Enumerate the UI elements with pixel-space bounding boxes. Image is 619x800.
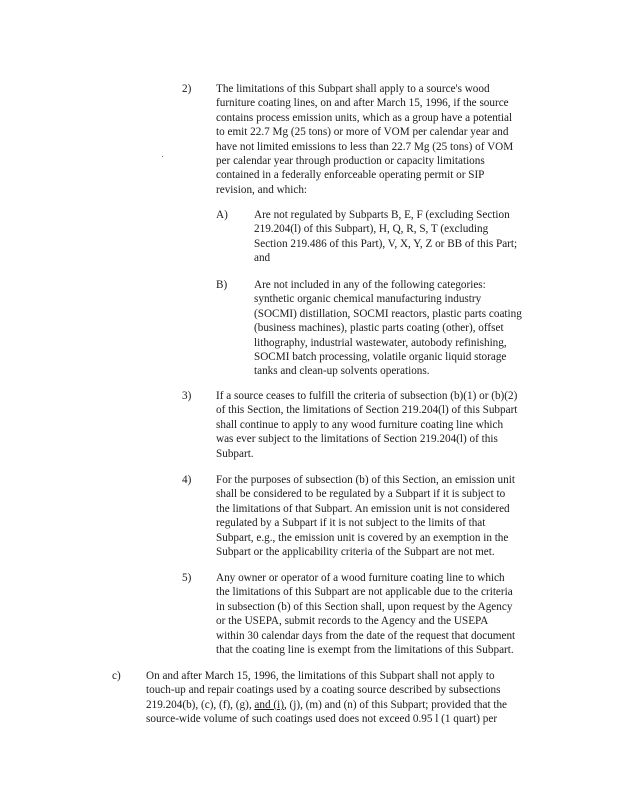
text-line: the limitations of that Subpart. An emission unit is not considered bbox=[216, 502, 510, 515]
text-line: to emit 22.7 Mg (25 tons) or more of VOM per calendar year and bbox=[216, 126, 509, 139]
paragraph-text bbox=[216, 571, 536, 657]
text-line: was ever subject to the limitations of Section 219.204(l) of this bbox=[216, 433, 498, 446]
text-line: Subpart or the applicability criteria of the Subpart are not met. bbox=[216, 546, 495, 559]
text-line: of this Section, the limitations of Section 219.204(l) of this Subpart bbox=[216, 404, 518, 417]
text-line: Are not included in any of the following categories: bbox=[254, 279, 486, 291]
text-line: SOCMI batch processing, volatile organic liquid storage bbox=[254, 351, 507, 364]
item-letter: c) bbox=[112, 670, 121, 682]
text-line: Section 219.486 of this Part), V, X, Y, Z or BB of this Part; bbox=[254, 237, 518, 250]
scan-speck bbox=[162, 156, 163, 157]
text-line: (business machines), plastic parts coating (other), offset bbox=[254, 322, 504, 335]
text-segment: 219.204(b), (c), (f), (g), bbox=[146, 698, 255, 711]
text-line: For the purposes of subsection (b) of this Section, an emission unit bbox=[216, 474, 515, 486]
item-number: 3) bbox=[182, 390, 192, 402]
paragraph-text bbox=[254, 208, 539, 266]
paragraph-text bbox=[146, 669, 546, 727]
item-number: 4) bbox=[182, 474, 192, 486]
text-line: the limitations of this Subpart are not applicable due to the criteria bbox=[216, 586, 513, 599]
text-line: touch-up and repair coatings used by a coating source described by subsections bbox=[146, 684, 501, 697]
text-line: 219.204(l) of this Subpart), H, Q, R, S, T (excluding bbox=[254, 223, 489, 236]
text-line: synthetic organic chemical manufacturing industry bbox=[254, 293, 482, 306]
paragraph-text bbox=[216, 82, 536, 197]
text-line: and bbox=[254, 252, 271, 265]
text-line: Any owner or operator of a wood furniture coating line to which bbox=[216, 572, 505, 584]
item-number: 5) bbox=[182, 572, 192, 584]
text-segment: , (j), (m) and (n) of this Subpart; provided that the bbox=[283, 698, 508, 711]
item-number: 2) bbox=[182, 83, 192, 95]
paragraph-text bbox=[254, 278, 539, 379]
text-line: or the USEPA, submit records to the Agency and the USEPA bbox=[216, 615, 489, 628]
text-line: tanks and clean-up solvents operations. bbox=[254, 365, 430, 378]
text-line: in subsection (b) of this Section shall, upon request by the Agency bbox=[216, 600, 513, 613]
paragraph-text bbox=[216, 473, 536, 559]
text-line: that the coating line is exempt from the limitations of this Subpart. bbox=[216, 644, 514, 657]
text-line: If a source ceases to fulfill the criteria of subsection (b)(1) or (b)(2) bbox=[216, 390, 518, 402]
text-line: regulated by a Subpart if it is not subject to the limits of that bbox=[216, 517, 486, 530]
text-line: have not limited emissions to less than 22.7 Mg (25 tons) of VOM bbox=[216, 140, 514, 153]
item-letter: A) bbox=[216, 209, 228, 221]
text-line: Subpart. bbox=[216, 447, 254, 460]
text-line: per calendar year through production or capacity limitations bbox=[216, 155, 485, 168]
text-line: revision, and which: bbox=[216, 183, 308, 196]
underlined-text: and (i) bbox=[254, 698, 284, 711]
text-line: The limitations of this Subpart shall apply to a source's wood bbox=[216, 83, 490, 95]
text-line bbox=[146, 698, 546, 712]
text-line: On and after March 15, 1996, the limitations of this Subpart shall not apply to bbox=[146, 670, 495, 682]
text-line: contains process emission units, which as a group have a potential bbox=[216, 111, 513, 124]
text-line: furniture coating lines, on and after March 15, 1996, if the source bbox=[216, 97, 509, 110]
paragraph-text bbox=[216, 389, 536, 461]
item-letter: B) bbox=[216, 279, 228, 291]
text-line: lithography, industrial wastewater, autobody refinishing, bbox=[254, 336, 507, 349]
text-line: Are not regulated by Subparts B, E, F (excluding Section bbox=[254, 209, 510, 221]
text-line: shall be considered to be regulated by a Subpart if it is subject to bbox=[216, 488, 506, 501]
text-line: shall continue to apply to any wood furniture coating line which bbox=[216, 418, 504, 431]
text-line: contained in a federally enforceable operating permit or SIP bbox=[216, 169, 485, 182]
text-line: source-wide volume of such coatings used does not exceed 0.95 l (1 quart) per bbox=[146, 713, 498, 726]
text-line: within 30 calendar days from the date of the request that document bbox=[216, 629, 516, 642]
text-line: Subpart, e.g., the emission unit is covered by an exemption in the bbox=[216, 531, 509, 544]
text-line: (SOCMI) distillation, SOCMI reactors, plastic parts coating bbox=[254, 307, 522, 320]
